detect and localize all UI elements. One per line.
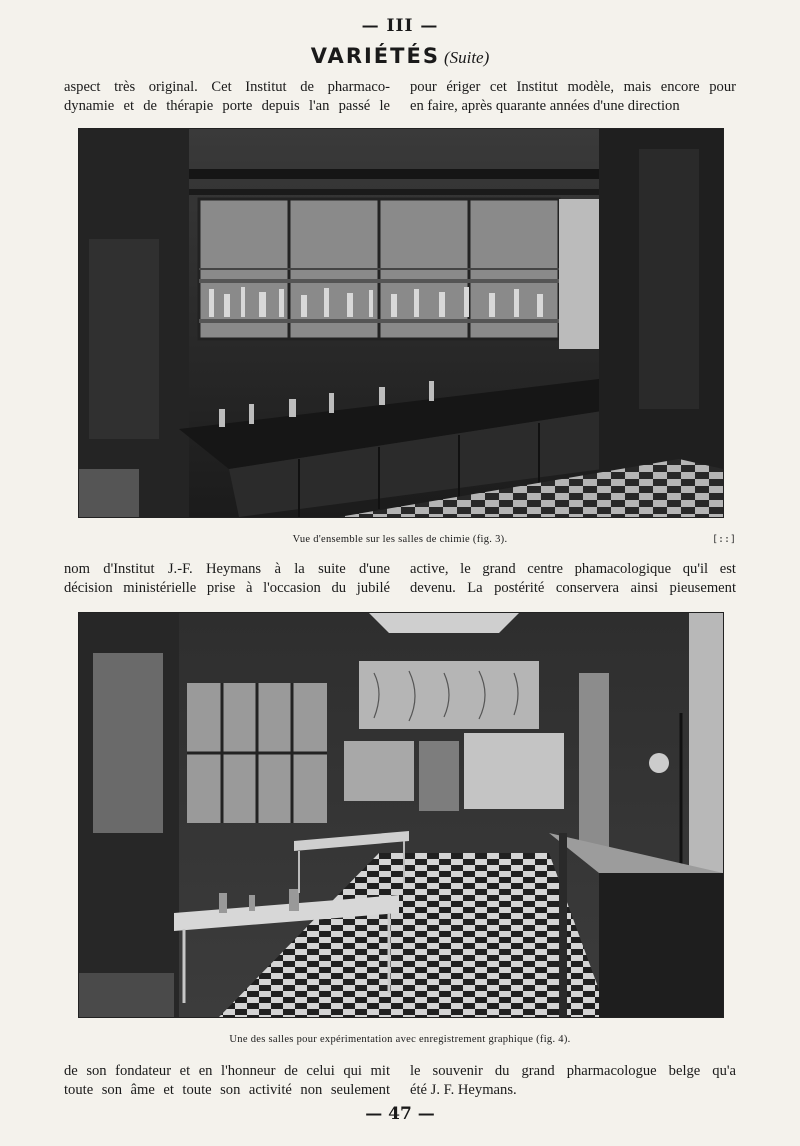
- photo-experimentation-room-image: [79, 613, 723, 1017]
- text-column-left: [64, 1062, 390, 1100]
- section-title: [0, 44, 800, 68]
- text-line: de son fondateur et en l'honneur de celui qui mit: [64, 1063, 390, 1079]
- text-line: toute son âme et toute son activité non seulement: [64, 1082, 390, 1098]
- figure-4-caption: Une des salles pour expérimentation avec enregistrement graphique (fig. 4).: [229, 1034, 571, 1045]
- text-block-3: [64, 1062, 736, 1100]
- text-line: décision ministérielle prise à l'occasion du jubilé: [64, 580, 390, 596]
- photo-chemistry-rooms: [78, 128, 724, 518]
- text-line: dynamie et de thérapie porte depuis l'an passé le: [64, 98, 390, 114]
- text-column-left: [64, 78, 390, 116]
- photo-experimentation-room: [78, 612, 724, 1018]
- page-number: — 47 —: [365, 1104, 435, 1124]
- text-column-left: [64, 560, 390, 598]
- text-column-right: [410, 1062, 736, 1100]
- text-column-right: [410, 78, 736, 116]
- text-line: active, le grand centre phamacologique qu'il est: [410, 561, 736, 577]
- section-title-main: VARIÉTÉS: [310, 44, 440, 68]
- section-title-suffix: (Suite): [443, 48, 490, 67]
- text-line: aspect très original. Cet Institut de pharmaco-: [64, 79, 390, 95]
- text-line: nom d'Institut J.-F. Heymans à la suite d'une: [64, 561, 390, 577]
- text-line: en faire, après quarante années d'une direction: [410, 98, 680, 114]
- text-line: le souvenir du grand pharmacologue belge qu'a: [410, 1063, 736, 1079]
- text-line: pour ériger cet Institut modèle, mais encore pour: [410, 79, 736, 95]
- figure-3-mark: [::]: [712, 534, 737, 545]
- text-line: devenu. La postérité conservera ainsi pieusement: [410, 580, 736, 596]
- figure-3-caption: Vue d'ensemble sur les salles de chimie (fig. 3).: [292, 534, 508, 545]
- text-line: été J. F. Heymans.: [410, 1082, 517, 1098]
- page-roman-numeral: — III —: [361, 16, 439, 36]
- text-block-2: [64, 560, 736, 598]
- text-column-right: [410, 560, 736, 598]
- photo-chemistry-rooms-image: [79, 129, 723, 517]
- text-block-1: [64, 78, 736, 116]
